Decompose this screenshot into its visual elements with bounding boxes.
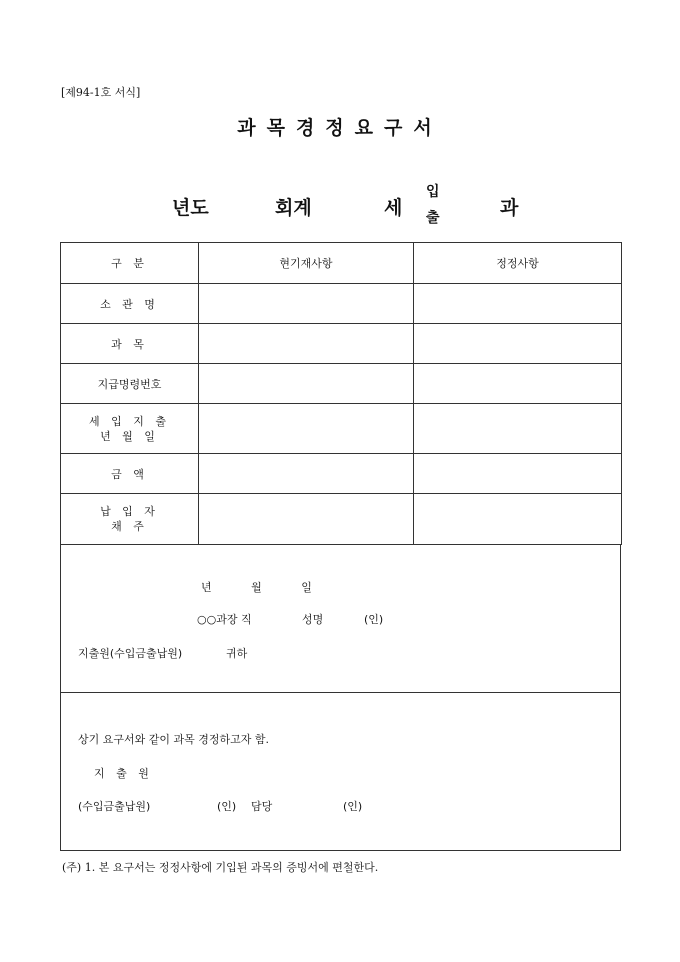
approval-payer-office: 지 출 원 (94, 767, 153, 780)
col-division: 구 분 (111, 257, 148, 270)
request-officer: ○○과장 직 (197, 613, 252, 626)
table-row (61, 494, 622, 545)
header-section: 과 (500, 197, 519, 219)
approval-in-charge: 담당 (251, 800, 273, 813)
table-header-row (61, 243, 622, 284)
table-row (61, 284, 622, 324)
corrected-subject-cell[interactable] (414, 324, 622, 364)
corrected-ministry-cell[interactable] (414, 284, 622, 324)
correction-table (60, 242, 622, 545)
row-subject-label: 과 목 (111, 337, 148, 351)
row-ministry-label: 소 관 명 (100, 297, 159, 311)
col-current: 현기재사항 (279, 257, 333, 270)
row-payer-label-line1: 납 입 자 (100, 505, 159, 518)
corrected-payer-cell[interactable] (414, 494, 622, 545)
row-date-label-line2: 년 월 일 (100, 429, 159, 443)
request-addressee: 지출원(수입금출납원) (78, 647, 183, 660)
current-payment-order-cell[interactable] (199, 364, 414, 404)
approval-statement: 상기 요구서와 같이 과목 경정하고자 함. (78, 733, 269, 746)
corrected-payment-order-cell[interactable] (414, 364, 622, 404)
approval-receiver: (수입금출납원) (78, 800, 151, 813)
current-date-cell[interactable] (199, 404, 414, 454)
header-year: 년도 (172, 197, 209, 219)
table-row (61, 364, 622, 404)
request-date: 년 월 일 (201, 581, 316, 594)
current-subject-cell[interactable] (199, 324, 414, 364)
corrected-amount-cell[interactable] (414, 454, 622, 494)
request-honorific: 귀하 (226, 647, 248, 660)
request-section (60, 544, 621, 693)
row-payer-label-line2: 채 주 (111, 520, 148, 533)
table-row (61, 404, 622, 454)
col-corrected: 정정사항 (496, 257, 539, 270)
current-ministry-cell[interactable] (199, 284, 414, 324)
table-row (61, 454, 622, 494)
document-title: 과목경정요구서 (237, 117, 443, 139)
approval-seal-2: (인) (343, 800, 363, 813)
footnote: (주) 1. 본 요구서는 정정사항에 기입된 과목의 증빙서에 편철한다. (62, 861, 379, 874)
request-seal: (인) (364, 613, 384, 626)
header-tax: 세 (384, 197, 403, 219)
request-name: 성명 (302, 613, 324, 626)
current-amount-cell[interactable] (199, 454, 414, 494)
row-amount-label: 금 액 (111, 467, 148, 481)
approval-seal-1: (인) (217, 800, 237, 813)
table-row (61, 324, 622, 364)
current-payer-cell[interactable] (199, 494, 414, 545)
corrected-date-cell[interactable] (414, 404, 622, 454)
header-account: 회계 (275, 197, 312, 219)
form-number: [제94-1호 서식] (61, 86, 141, 99)
row-payment-order-label: 지급명령번호 (97, 377, 162, 391)
approval-section (60, 692, 621, 851)
row-date-label-line1: 세 입 지 출 (89, 414, 170, 428)
header-in: 입 (426, 184, 440, 200)
header-out: 출 (426, 210, 440, 226)
